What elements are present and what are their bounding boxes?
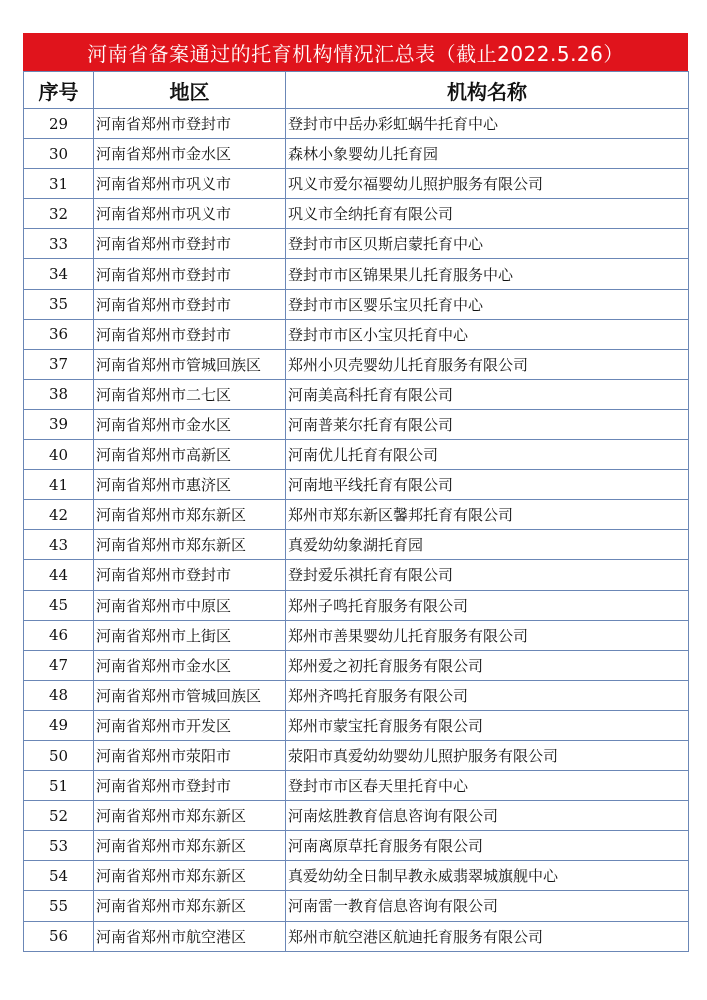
row-institution-name: 登封市中岳办彩虹蜗牛托育中心 bbox=[286, 109, 689, 139]
table-row bbox=[24, 560, 689, 590]
row-number: 55 bbox=[24, 891, 94, 921]
row-number: 54 bbox=[24, 861, 94, 891]
document bbox=[23, 33, 688, 952]
row-region: 河南省郑州市上街区 bbox=[94, 620, 286, 650]
row-institution-name: 郑州爱之初托育服务有限公司 bbox=[286, 650, 689, 680]
row-number: 34 bbox=[24, 259, 94, 289]
row-number: 44 bbox=[24, 560, 94, 590]
row-region: 河南省郑州市登封市 bbox=[94, 289, 286, 319]
row-region: 河南省郑州市郑东新区 bbox=[94, 831, 286, 861]
row-number: 42 bbox=[24, 500, 94, 530]
row-institution-name: 郑州齐鸣托育服务有限公司 bbox=[286, 680, 689, 710]
row-number: 48 bbox=[24, 680, 94, 710]
row-institution-name: 郑州子鸣托育服务有限公司 bbox=[286, 590, 689, 620]
row-number: 33 bbox=[24, 229, 94, 259]
row-number: 38 bbox=[24, 379, 94, 409]
table-row bbox=[24, 740, 689, 770]
row-institution-name: 登封市市区春天里托育中心 bbox=[286, 771, 689, 801]
row-institution-name: 巩义市全纳托育有限公司 bbox=[286, 199, 689, 229]
row-number: 56 bbox=[24, 921, 94, 951]
row-number: 51 bbox=[24, 771, 94, 801]
row-institution-name: 河南炫胜教育信息咨询有限公司 bbox=[286, 801, 689, 831]
row-institution-name: 登封市市区婴乐宝贝托育中心 bbox=[286, 289, 689, 319]
table-row bbox=[24, 379, 689, 409]
header-row bbox=[24, 72, 689, 109]
table-row bbox=[24, 500, 689, 530]
table-row bbox=[24, 831, 689, 861]
row-institution-name: 巩义市爱尔福婴幼儿照护服务有限公司 bbox=[286, 169, 689, 199]
row-institution-name: 郑州小贝壳婴幼儿托育服务有限公司 bbox=[286, 349, 689, 379]
row-region: 河南省郑州市郑东新区 bbox=[94, 861, 286, 891]
table-row bbox=[24, 710, 689, 740]
row-institution-name: 河南雷一教育信息咨询有限公司 bbox=[286, 891, 689, 921]
table-row bbox=[24, 109, 689, 139]
table-row bbox=[24, 409, 689, 439]
table-row bbox=[24, 801, 689, 831]
row-region: 河南省郑州市登封市 bbox=[94, 771, 286, 801]
row-institution-name: 荥阳市真爱幼幼婴幼儿照护服务有限公司 bbox=[286, 740, 689, 770]
table-row bbox=[24, 530, 689, 560]
row-number: 50 bbox=[24, 740, 94, 770]
row-region: 河南省郑州市登封市 bbox=[94, 109, 286, 139]
table-row bbox=[24, 440, 689, 470]
row-institution-name: 河南地平线托育有限公司 bbox=[286, 470, 689, 500]
row-number: 37 bbox=[24, 349, 94, 379]
row-region: 河南省郑州市荥阳市 bbox=[94, 740, 286, 770]
row-region: 河南省郑州市管城回族区 bbox=[94, 680, 286, 710]
row-institution-name: 登封市市区小宝贝托育中心 bbox=[286, 319, 689, 349]
row-institution-name: 河南优儿托育有限公司 bbox=[286, 440, 689, 470]
row-institution-name: 河南美高科托育有限公司 bbox=[286, 379, 689, 409]
row-institution-name: 登封市市区贝斯启蒙托育中心 bbox=[286, 229, 689, 259]
row-region: 河南省郑州市金水区 bbox=[94, 139, 286, 169]
row-institution-name: 河南离原草托育服务有限公司 bbox=[286, 831, 689, 861]
header-region: 地区 bbox=[94, 72, 286, 109]
table-row bbox=[24, 349, 689, 379]
row-institution-name: 真爱幼幼象湖托育园 bbox=[286, 530, 689, 560]
row-number: 40 bbox=[24, 440, 94, 470]
row-region: 河南省郑州市登封市 bbox=[94, 319, 286, 349]
table-row bbox=[24, 139, 689, 169]
row-number: 46 bbox=[24, 620, 94, 650]
header-institution-name: 机构名称 bbox=[286, 72, 689, 109]
row-region: 河南省郑州市郑东新区 bbox=[94, 801, 286, 831]
row-region: 河南省郑州市登封市 bbox=[94, 259, 286, 289]
row-institution-name: 真爱幼幼全日制早教永威翡翠城旗舰中心 bbox=[286, 861, 689, 891]
row-region: 河南省郑州市中原区 bbox=[94, 590, 286, 620]
row-institution-name: 登封爱乐祺托育有限公司 bbox=[286, 560, 689, 590]
row-region: 河南省郑州市登封市 bbox=[94, 229, 286, 259]
row-number: 43 bbox=[24, 530, 94, 560]
row-region: 河南省郑州市高新区 bbox=[94, 440, 286, 470]
row-region: 河南省郑州市郑东新区 bbox=[94, 530, 286, 560]
table-body bbox=[24, 109, 689, 952]
row-institution-name: 登封市市区锦果果儿托育服务中心 bbox=[286, 259, 689, 289]
table-row bbox=[24, 590, 689, 620]
row-institution-name: 郑州市航空港区航迪托育服务有限公司 bbox=[286, 921, 689, 951]
row-region: 河南省郑州市管城回族区 bbox=[94, 349, 286, 379]
row-number: 45 bbox=[24, 590, 94, 620]
row-number: 52 bbox=[24, 801, 94, 831]
table-row bbox=[24, 199, 689, 229]
row-region: 河南省郑州市登封市 bbox=[94, 560, 286, 590]
row-region: 河南省郑州市巩义市 bbox=[94, 199, 286, 229]
row-number: 30 bbox=[24, 139, 94, 169]
row-region: 河南省郑州市巩义市 bbox=[94, 169, 286, 199]
row-region: 河南省郑州市郑东新区 bbox=[94, 891, 286, 921]
table-title: 河南省备案通过的托育机构情况汇总表（截止2022.5.26） bbox=[23, 33, 688, 71]
row-region: 河南省郑州市惠济区 bbox=[94, 470, 286, 500]
row-number: 35 bbox=[24, 289, 94, 319]
table-row bbox=[24, 680, 689, 710]
row-number: 36 bbox=[24, 319, 94, 349]
row-region: 河南省郑州市二七区 bbox=[94, 379, 286, 409]
row-institution-name: 郑州市善果婴幼儿托育服务有限公司 bbox=[286, 620, 689, 650]
table-row bbox=[24, 259, 689, 289]
row-region: 河南省郑州市开发区 bbox=[94, 710, 286, 740]
table-row bbox=[24, 861, 689, 891]
row-number: 32 bbox=[24, 199, 94, 229]
row-institution-name: 森林小象婴幼儿托育园 bbox=[286, 139, 689, 169]
row-number: 53 bbox=[24, 831, 94, 861]
row-number: 29 bbox=[24, 109, 94, 139]
table-row bbox=[24, 771, 689, 801]
row-institution-name: 郑州市郑东新区馨邦托育有限公司 bbox=[286, 500, 689, 530]
table-row bbox=[24, 319, 689, 349]
row-institution-name: 河南普莱尔托育有限公司 bbox=[286, 409, 689, 439]
row-region: 河南省郑州市金水区 bbox=[94, 650, 286, 680]
table-row bbox=[24, 229, 689, 259]
table-row bbox=[24, 620, 689, 650]
table-row bbox=[24, 470, 689, 500]
row-region: 河南省郑州市郑东新区 bbox=[94, 500, 286, 530]
table-row bbox=[24, 169, 689, 199]
row-institution-name: 郑州市蒙宝托育服务有限公司 bbox=[286, 710, 689, 740]
row-number: 49 bbox=[24, 710, 94, 740]
table-row bbox=[24, 891, 689, 921]
institution-table bbox=[23, 71, 689, 952]
table-row bbox=[24, 650, 689, 680]
header-number: 序号 bbox=[24, 72, 94, 109]
row-number: 41 bbox=[24, 470, 94, 500]
row-number: 39 bbox=[24, 409, 94, 439]
row-region: 河南省郑州市金水区 bbox=[94, 409, 286, 439]
table-row bbox=[24, 921, 689, 951]
row-number: 47 bbox=[24, 650, 94, 680]
table-row bbox=[24, 289, 689, 319]
row-number: 31 bbox=[24, 169, 94, 199]
row-region: 河南省郑州市航空港区 bbox=[94, 921, 286, 951]
